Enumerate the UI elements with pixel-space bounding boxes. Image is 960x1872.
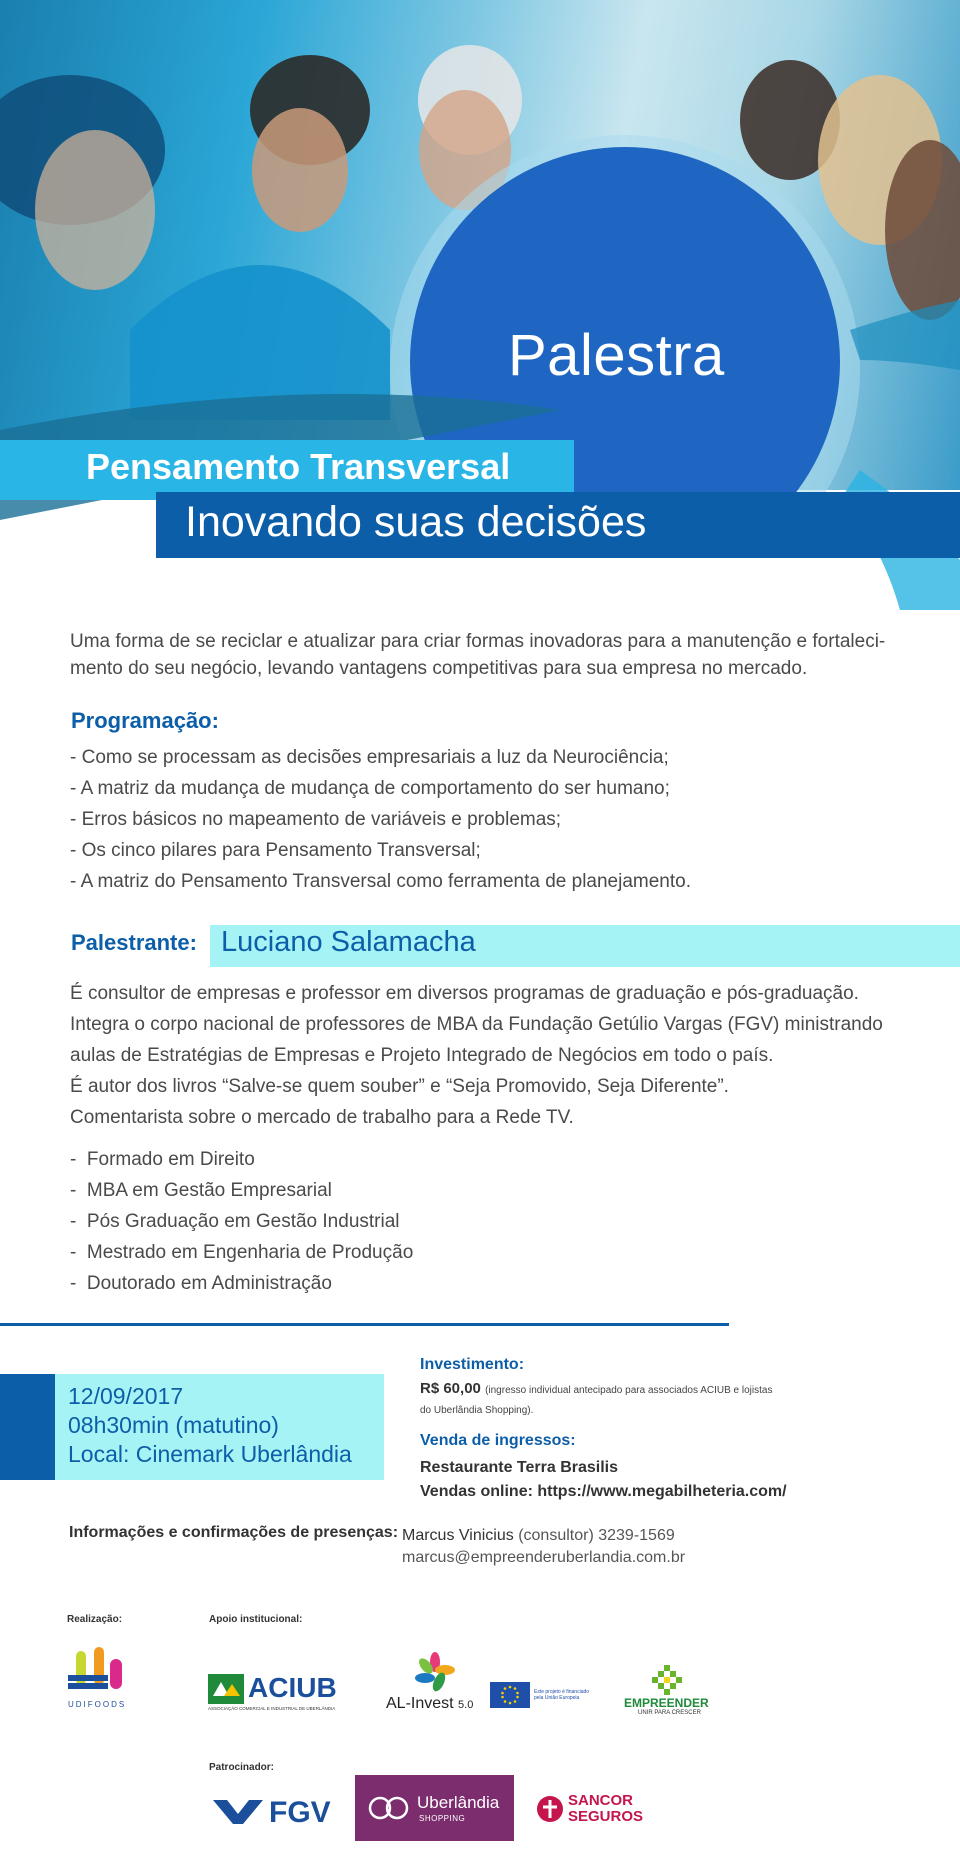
investment-price-line <box>420 1380 840 1420</box>
intro-paragraph: Uma forma de se reciclar e atualizar para criar formas inovadoras para a manutenção e fortaleci-mento do seu negócio, levando vantagens competitivas para sua empresa no mercado. <box>70 631 886 679</box>
list-item: - Os cinco pilares para Pensamento Transversal; <box>70 835 910 866</box>
list-item: - Formado em Direito <box>70 1144 413 1175</box>
contact-name: Marcus Vinicius <box>402 1527 514 1544</box>
investment-heading: Investimento: <box>420 1356 525 1373</box>
list-item: - Doutorado em Administração <box>70 1268 413 1299</box>
uberlandia-wordmark: Uberlândia <box>417 1793 500 1812</box>
bio-line: Integra o corpo nacional de professores de MBA da Fundação Getúlio Vargas (FGV) ministrando <box>70 1014 883 1035</box>
list-item: - Pós Graduação em Gestão Industrial <box>70 1206 413 1237</box>
list-item: - A matriz do Pensamento Transversal como ferramenta de planejamento. <box>70 866 910 897</box>
sancor-icon <box>536 1795 564 1823</box>
section-divider <box>0 1323 729 1326</box>
patrocinador-label: Patrocinador: <box>209 1762 275 1773</box>
alinvest-wordmark-wrap <box>386 1695 473 1713</box>
fgv-logo <box>213 1796 338 1828</box>
eu-note-line: Este projeto é financiado <box>534 1689 590 1695</box>
alinvest-flower-icon <box>412 1652 458 1692</box>
uberlandia-subtitle: SHOPPING <box>419 1814 466 1823</box>
bio-line: É autor dos livros “Salve-se quem souber” e “Seja Promovido, Seja Diferente”. <box>70 1076 729 1097</box>
contact-role-phone: (consultor) 3239-1569 <box>513 1527 675 1544</box>
bio-line: Comentarista sobre o mercado de trabalho para a Rede TV. <box>70 1107 574 1128</box>
speaker-name: Luciano Salamacha <box>221 926 476 958</box>
list-item: - A matriz da mudança de mudança de comportamento do ser humano; <box>70 773 910 804</box>
speaker-bio <box>70 978 920 1133</box>
investment-block <box>420 1356 840 1420</box>
date-accent-bar <box>0 1374 55 1480</box>
sales-venue: Restaurante Terra Brasilis <box>420 1459 619 1476</box>
sancor-logo <box>536 1792 661 1826</box>
contact-email[interactable]: marcus@empreenderuberlandia.com.br <box>402 1549 686 1566</box>
aciub-subtitle: ASSOCIAÇÃO COMERCIAL E INDUSTRIAL DE UBERLÂNDIA <box>208 1706 336 1711</box>
empreender-icon <box>652 1665 682 1695</box>
event-date: 12/09/2017 <box>68 1383 184 1409</box>
event-time: 08h30min (matutino) <box>68 1412 279 1438</box>
hero-tagline: Inovando suas decisões <box>185 498 647 546</box>
contact-block <box>402 1525 685 1569</box>
list-item: - Erros básicos no mapeamento de variáveis e problemas; <box>70 804 910 835</box>
alinvest-logo <box>384 1652 484 1714</box>
program-heading: Programação: <box>71 708 219 733</box>
empreender-wordmark: EMPREENDER <box>624 1696 709 1710</box>
empreender-subtitle: UNIR PARA CRESCER <box>638 1710 701 1716</box>
aciub-logo <box>208 1672 343 1712</box>
uberlandia-rings-icon <box>367 1793 413 1823</box>
hero-title: Palestra <box>508 323 725 388</box>
empreender-logo <box>622 1665 712 1717</box>
speaker-label: Palestrante: <box>71 930 197 955</box>
eu-logo <box>490 1682 595 1708</box>
eu-note <box>534 1689 589 1701</box>
event-location: Local: Cinemark Uberlândia <box>68 1441 352 1467</box>
contact-label: Informações e confirmações de presenças: <box>69 1524 399 1541</box>
sales-online-link[interactable]: Vendas online: https://www.megabilheteria.com/ <box>420 1483 787 1500</box>
investment-note: (ingresso individual antecipado para associados ACIUB e lojistas <box>485 1385 773 1396</box>
credentials-list <box>70 1144 413 1299</box>
investment-note: do Uberlândia Shopping). <box>420 1405 534 1416</box>
list-item: - Mestrado em Engenharia de Produção <box>70 1237 413 1268</box>
fgv-wordmark: FGV <box>269 1796 331 1829</box>
list-item: - Como se processam as decisões empresariais a luz da Neurociência; <box>70 742 910 773</box>
sancor-wordmark <box>568 1793 643 1825</box>
investment-price: R$ 60,00 <box>420 1380 481 1397</box>
eu-note-line: pela União Europeia <box>534 1695 580 1701</box>
sancor-line: SANCOR <box>568 1792 634 1809</box>
hero-subtitle: Pensamento Transversal <box>86 446 511 487</box>
ticket-sales-block <box>420 1432 860 1504</box>
fgv-chevron-icon <box>213 1800 263 1824</box>
event-details-box <box>55 1374 384 1480</box>
eu-flag-icon <box>490 1682 530 1708</box>
hero-banner <box>0 0 960 610</box>
sales-heading: Venda de ingressos: <box>420 1432 576 1449</box>
bio-line: aulas de Estratégias de Empresas e Projeto Integrado de Negócios em todo o país. <box>70 1045 774 1066</box>
udifoods-wordmark: UDIFOODS <box>68 1700 127 1709</box>
hero-photo <box>0 0 960 490</box>
aciub-icon <box>208 1674 244 1704</box>
alinvest-wordmark: AL-Invest <box>386 1695 454 1712</box>
aciub-wordmark: ACIUB <box>248 1672 337 1703</box>
apoio-label: Apoio institucional: <box>209 1614 303 1625</box>
sancor-line: SEGUROS <box>568 1808 644 1825</box>
program-list <box>70 742 910 897</box>
udifoods-logo <box>66 1645 136 1715</box>
alinvest-version: 5.0 <box>458 1699 474 1711</box>
uberlandia-shopping-logo <box>355 1775 514 1841</box>
list-item: - MBA em Gestão Empresarial <box>70 1175 413 1206</box>
bio-line: É consultor de empresas e professor em diversos programas de graduação e pós-graduação. <box>70 983 859 1004</box>
realizacao-label: Realização: <box>67 1614 123 1625</box>
